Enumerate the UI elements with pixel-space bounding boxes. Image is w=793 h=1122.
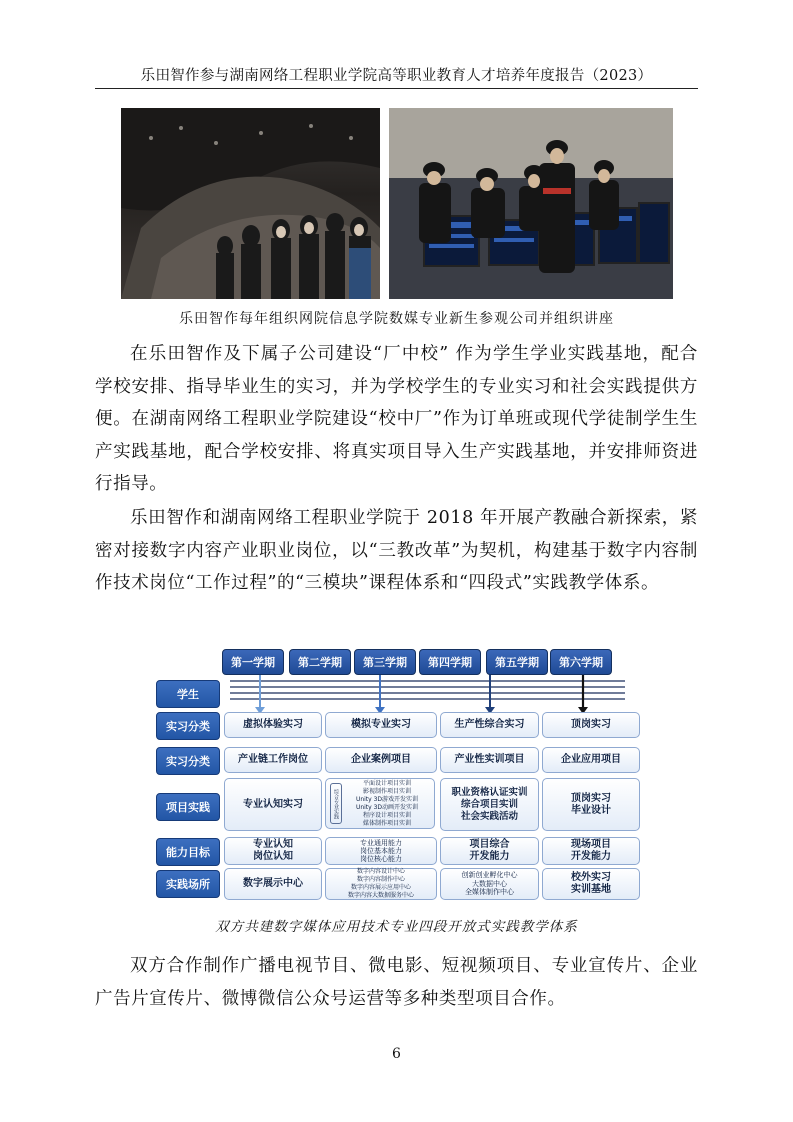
project-line: 程序设计项目实训 [362, 811, 411, 819]
goal-line: 岗位核心能力 [360, 855, 402, 863]
center-line: 全媒体制作中心 [465, 888, 514, 897]
training-line: 社会实践活动 [460, 810, 518, 822]
goal-line: 岗位认知 [253, 851, 293, 862]
cell-innovation-centers [440, 868, 539, 900]
semester-4: 第四学期 [419, 649, 481, 675]
cell-onsite-development [542, 837, 640, 865]
center-line: 校外实习 [571, 872, 611, 883]
row-label-internship-type-2: 实习分类 [156, 747, 220, 775]
center-line: 数字内容大数据服务中心 [347, 892, 414, 899]
project-line: Unity 3D游戏开发实训 [355, 795, 419, 803]
practice-teaching-diagram [150, 641, 645, 906]
project-line: 媒体制作项目实训 [362, 819, 411, 827]
item-line: 毕业设计 [571, 804, 611, 816]
cell-cognition-goal [224, 837, 322, 865]
goal-line: 开发能力 [571, 851, 611, 862]
cell-professional-cognition: 专业认知实习 [224, 778, 322, 831]
training-line: 综合项目实训 [460, 798, 518, 810]
cell-virtual-experience: 虚拟体验实习 [224, 712, 322, 738]
cell-graduation-design [542, 778, 640, 831]
semester-2: 第二学期 [289, 649, 351, 675]
project-line: 平面设计项目实训 [362, 779, 411, 787]
goal-line: 现场项目 [571, 839, 611, 850]
cell-project-development [440, 837, 539, 865]
page-number: 6 [392, 1046, 401, 1062]
cell-ability-goal [325, 837, 437, 865]
center-line: 创新创业孵化中心 [461, 871, 518, 880]
row-label-ability-goal: 能力目标 [156, 838, 220, 866]
semester-5: 第五学期 [486, 649, 548, 675]
row-label-internship-type-1: 实习分类 [156, 712, 220, 740]
semester-6: 第六学期 [550, 649, 612, 675]
center-line: 实训基地 [571, 884, 611, 895]
center-line: 数字内容制作中心 [356, 876, 405, 883]
cell-certification-training [440, 778, 539, 831]
photo-caption: 乐田智作每年组织网院信息学院数媒专业新生参观公司并组织讲座 [179, 311, 614, 327]
photo-company-visit-hall [121, 108, 380, 299]
goal-line: 开发能力 [469, 851, 510, 862]
photo-control-room [389, 108, 673, 299]
center-line: 大数据中心 [472, 879, 507, 888]
paragraph-integration: 乐田智作和湖南网络工程职业学院于 2018 年开展产教融合新探索，紧密对接数字内容产业职业岗位，以“三教改革”为契机，构建基于数字内容制作技术岗位“工作过程”的“三模块”课程体系和“四段式”实践教学体系。 [95, 508, 698, 593]
diagram-caption: 双方共建数字媒体应用技术专业四段开放式实践教学体系 [215, 919, 578, 935]
cell-comprehensive-practice [325, 778, 435, 829]
row-label-practice-site: 实践场所 [156, 870, 220, 898]
cell-external-base [542, 868, 640, 900]
training-line: 职业资格认证实训 [451, 786, 528, 798]
cell-production-internship: 生产性综合实习 [440, 712, 539, 738]
row-label-project-practice: 项目实践 [156, 793, 220, 821]
cell-enterprise-applications: 企业应用项目 [542, 747, 640, 773]
goal-line: 岗位基本能力 [360, 847, 402, 855]
diagram-connectors [150, 641, 645, 906]
project-line: 影视制作项目实训 [362, 787, 411, 795]
comprehensive-practice-tag: 综合专业实践 [330, 783, 342, 824]
goal-line: 专业通用能力 [360, 839, 402, 847]
goal-line: 专业认知 [253, 839, 293, 850]
center-line: 数字内容设计中心 [356, 868, 405, 875]
goal-line: 项目综合 [469, 839, 510, 850]
cell-industry-chain-posts: 产业链工作岗位 [224, 747, 322, 773]
cell-digital-showcase: 数字展示中心 [224, 868, 322, 900]
semester-1: 第一学期 [222, 649, 284, 675]
center-line: 数字内容展示应用中心 [350, 884, 411, 891]
page-header: 乐田智作参与湖南网络工程职业学院高等职业教育人才培养年度报告（2023） [140, 68, 653, 84]
cell-industrial-training: 产业性实训项目 [440, 747, 539, 773]
paragraph-cooperation: 双方合作制作广播电视节目、微电影、短视频项目、专业宣传片、企业广告片宣传片、微博微信公众号运营等多种类型项目合作。 [95, 956, 698, 1009]
cell-simulated-internship: 模拟专业实习 [325, 712, 437, 738]
paragraph-practice-base: 在乐田智作及下属子公司建设“厂中校” 作为学生学业实践基地，配合学校安排、指导毕业生的实习，并为学校学生的专业实习和社会实践提供方便。在湖南网络工程职业学院建设“校中厂”作为订单班或现代学徒制学生生产实践基地，配合学校安排、将真实项目导入生产实践基地，并安排师资进行指导。 [95, 344, 698, 494]
cell-enterprise-cases: 企业案例项目 [325, 747, 437, 773]
project-line: Unity 3D动画开发实训 [355, 803, 419, 811]
cell-placement-internship: 顶岗实习 [542, 712, 640, 738]
semester-3: 第三学期 [354, 649, 416, 675]
item-line: 顶岗实习 [571, 792, 611, 804]
cell-content-centers [325, 868, 437, 900]
header-rule [95, 88, 698, 89]
row-label-student: 学生 [156, 680, 220, 708]
